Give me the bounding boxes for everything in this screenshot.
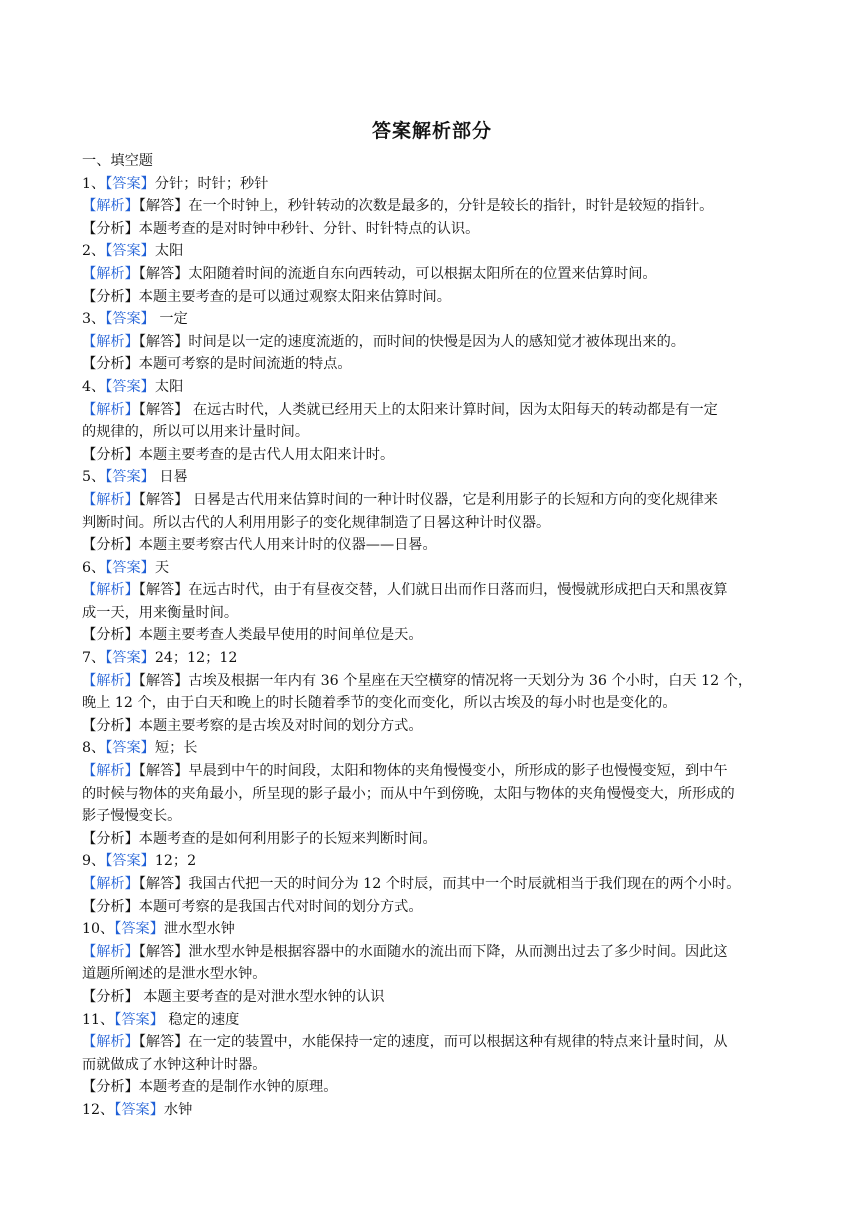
explanation-text: 早晨到中午的时间段，太阳和物体的夹角慢慢变小，所形成的影子也慢慢变短，到中午	[188, 763, 728, 780]
analysis-tag: 【分析】	[82, 830, 139, 847]
detail-tag: 【解答】	[138, 763, 189, 780]
explanation-text: 在一个时钟上，秒针转动的次数是最多的，分针是较长的指针，时针是较短的指针。	[188, 198, 714, 215]
explanation-text: 我国古代把一天的时间分为 12 个时辰，而其中一个时辰就相当于我们现在的两个小时。	[188, 876, 741, 892]
explanation-line	[82, 692, 782, 715]
explanation-line	[82, 489, 782, 512]
item-number: 10、	[82, 921, 115, 938]
explanation-text: 泄水型水钟是根据容器中的水面随水的流出而下降，从而测出过去了多少时间。因此这	[188, 943, 728, 960]
answer-line	[82, 557, 782, 580]
explain-tag: 【解析】	[82, 265, 139, 282]
answer-tag: 【答案】	[114, 921, 164, 938]
analysis-tag: 【分析】	[82, 446, 139, 463]
detail-tag: 【解答】	[138, 401, 189, 418]
analysis-tag: 【分析】	[82, 898, 139, 915]
explanation-text: 的时候与物体的夹角最小，所呈现的影子最小；而从中午到傍晚，太阳与物体的夹角慢慢变大，所形成的	[82, 785, 735, 802]
analysis-line	[82, 444, 782, 467]
explanation-text: 而就做成了水钟这种计时器。	[82, 1056, 267, 1073]
analysis-tag: 【分析】	[82, 988, 139, 1005]
analysis-tag: 【分析】	[82, 1079, 139, 1096]
analysis-line	[82, 1076, 782, 1099]
answer-tag: 【答案】	[114, 1011, 164, 1028]
answer-text: 稳定的速度	[163, 1011, 240, 1028]
analysis-line	[82, 534, 782, 557]
explanation-line	[82, 1054, 782, 1077]
item-number: 12、	[82, 1101, 115, 1118]
answer-text: 短；长	[154, 740, 198, 757]
answer-line	[82, 466, 782, 489]
answer-text: 分针；时针；秒针	[154, 175, 269, 192]
explanation-line	[82, 1031, 782, 1054]
analysis-line	[82, 828, 782, 851]
answer-text: 12；2	[154, 853, 197, 870]
answer-line	[82, 918, 782, 941]
explanation-line	[82, 399, 782, 422]
analysis-text: 本题主要考查人类最早使用的时间单位是天。	[138, 627, 423, 644]
detail-tag: 【解答】	[138, 198, 189, 215]
explanation-text: 太阳随着时间的流逝自东向西转动，可以根据太阳所在的位置来估算时间。	[188, 265, 657, 282]
detail-tag: 【解答】	[138, 1034, 189, 1051]
answer-tag: 【答案】	[105, 243, 155, 260]
explanation-line	[82, 331, 782, 354]
answer-tag: 【答案】	[105, 559, 155, 576]
explanation-line	[82, 873, 782, 896]
answer-tag: 【答案】	[105, 650, 155, 667]
explanation-line	[82, 263, 782, 286]
analysis-tag: 【分析】	[82, 220, 139, 237]
analysis-text: 本题考查的是如何利用影子的长短来判断时间。	[138, 830, 437, 847]
item-number: 8、	[82, 740, 106, 757]
explanation-text: 的规律的，所以可以用来计量时间。	[82, 424, 310, 441]
explain-tag: 【解析】	[82, 763, 139, 780]
answer-line	[82, 737, 782, 760]
explain-tag: 【解析】	[82, 198, 139, 215]
item-number: 9、	[82, 853, 106, 870]
explain-tag: 【解析】	[82, 943, 139, 960]
answer-text: 一定	[154, 311, 188, 328]
explanation-line	[82, 195, 782, 218]
detail-tag: 【解答】	[138, 672, 189, 689]
explanation-text: 古埃及根据一年内有 36 个星座在天空横穿的情况将一天划分为 36 个小时，白天 12 个，	[188, 672, 753, 689]
explanation-line	[82, 421, 782, 444]
answer-text: 泄水型水钟	[163, 921, 235, 938]
analysis-line	[82, 353, 782, 376]
answer-tag: 【答案】	[105, 469, 155, 486]
answer-tag: 【答案】	[114, 1101, 164, 1118]
analysis-tag: 【分析】	[82, 356, 139, 373]
answer-tag: 【答案】	[105, 175, 155, 192]
explanation-line	[82, 963, 782, 986]
answer-line	[82, 240, 782, 263]
explanation-line	[82, 512, 782, 535]
detail-tag: 【解答】	[138, 582, 189, 599]
item-number: 5、	[82, 469, 106, 486]
analysis-line	[82, 286, 782, 309]
explain-tag: 【解析】	[82, 333, 139, 350]
detail-tag: 【解答】	[138, 491, 189, 508]
answer-line	[82, 850, 782, 873]
explanation-text: 在远古时代，由于有昼夜交替，人们就日出而作日落而归，慢慢就形成把白天和黑夜算	[188, 582, 728, 599]
item-number: 11、	[82, 1011, 115, 1028]
analysis-tag: 【分析】	[82, 627, 139, 644]
explain-tag: 【解析】	[82, 401, 139, 418]
answer-list	[82, 150, 782, 1122]
analysis-text: 本题主要考察古代人用来计时的仪器——日晷。	[138, 537, 437, 554]
explanation-line	[82, 579, 782, 602]
explanation-line	[82, 941, 782, 964]
explain-tag: 【解析】	[82, 491, 139, 508]
item-number: 2、	[82, 243, 106, 260]
item-number: 7、	[82, 650, 106, 667]
item-number: 1、	[82, 175, 106, 192]
analysis-text: 本题考查的是对时钟中秒针、分针、时针特点的认识。	[138, 220, 480, 237]
answer-text: 太阳	[154, 378, 184, 395]
analysis-text: 本题考查的是制作水钟的原理。	[138, 1079, 338, 1096]
page-title: 答案解析部分	[371, 120, 492, 142]
explanation-line	[82, 670, 782, 693]
detail-tag: 【解答】	[138, 943, 189, 960]
item-number: 6、	[82, 559, 106, 576]
answer-line	[82, 173, 782, 196]
explanation-text: 在一定的装置中，水能保持一定的速度，而可以根据这种有规律的特点来计量时间，从	[188, 1034, 728, 1051]
explanation-text: 在远古时代，人类就已经用天上的太阳来计算时间，因为太阳每天的转动都是有一定	[188, 401, 718, 418]
explanation-line	[82, 783, 782, 806]
analysis-tag: 【分析】	[82, 288, 139, 305]
answer-text: 24；12；12	[154, 650, 238, 667]
explain-tag: 【解析】	[82, 582, 139, 599]
detail-tag: 【解答】	[138, 876, 189, 892]
detail-tag: 【解答】	[138, 333, 189, 350]
explanation-line	[82, 760, 782, 783]
answer-tag: 【答案】	[105, 311, 155, 328]
answer-tag: 【答案】	[105, 853, 155, 870]
explain-tag: 【解析】	[82, 876, 139, 892]
detail-tag: 【解答】	[138, 265, 189, 282]
explanation-text: 日晷是古代用来估算时间的一种计时仪器，它是利用影子的长短和方向的变化规律来	[188, 491, 718, 508]
explain-tag: 【解析】	[82, 1034, 139, 1051]
answer-text: 太阳	[154, 243, 184, 260]
analysis-line	[82, 896, 782, 919]
answer-tag: 【答案】	[105, 378, 155, 395]
analysis-tag: 【分析】	[82, 537, 139, 554]
explanation-text: 晚上 12 个，由于白天和晚上的时长随着季节的变化而变化，所以古埃及的每小时也是变化的。	[82, 695, 677, 712]
analysis-text: 本题主要考查的是可以通过观察太阳来估算时间。	[138, 288, 451, 305]
explanation-line	[82, 602, 782, 625]
answer-text: 水钟	[163, 1101, 193, 1118]
analysis-line	[82, 986, 782, 1009]
answer-line	[82, 1099, 782, 1122]
analysis-line	[82, 624, 782, 647]
analysis-tag: 【分析】	[82, 717, 139, 734]
answer-line	[82, 376, 782, 399]
analysis-text: 本题主要考查的是对泄水型水钟的认识	[138, 988, 385, 1005]
analysis-text: 本题可考察的是我国古代对时间的划分方式。	[138, 898, 423, 915]
explanation-text: 成一天，用来衡量时间。	[82, 604, 239, 621]
explanation-text: 判断时间。所以古代的人利用用影子的变化规律制造了日晷这种计时仪器。	[82, 514, 551, 531]
explanation-text: 影子慢慢变长。	[82, 808, 182, 825]
explanation-line	[82, 805, 782, 828]
explain-tag: 【解析】	[82, 672, 139, 689]
explanation-text: 时间是以一定的速度流逝的，而时间的快慢是因为人的感知觉才被体现出来的。	[188, 333, 685, 350]
item-number: 3、	[82, 311, 106, 328]
answer-line	[82, 647, 782, 670]
item-number: 4、	[82, 378, 106, 395]
answer-tag: 【答案】	[105, 740, 155, 757]
analysis-line	[82, 715, 782, 738]
section-heading: 一、填空题	[82, 153, 153, 169]
explanation-text: 道题所阐述的是泄水型水钟。	[82, 966, 267, 983]
analysis-text: 本题可考察的是时间流逝的特点。	[138, 356, 352, 373]
analysis-line	[82, 218, 782, 241]
answer-line	[82, 308, 782, 331]
analysis-text: 本题主要考查的是古代人用太阳来计时。	[138, 446, 395, 463]
analysis-text: 本题主要考察的是古埃及对时间的划分方式。	[138, 717, 423, 734]
answer-text: 天	[154, 559, 170, 576]
answer-text: 日晷	[154, 469, 188, 486]
answer-line	[82, 1009, 782, 1032]
